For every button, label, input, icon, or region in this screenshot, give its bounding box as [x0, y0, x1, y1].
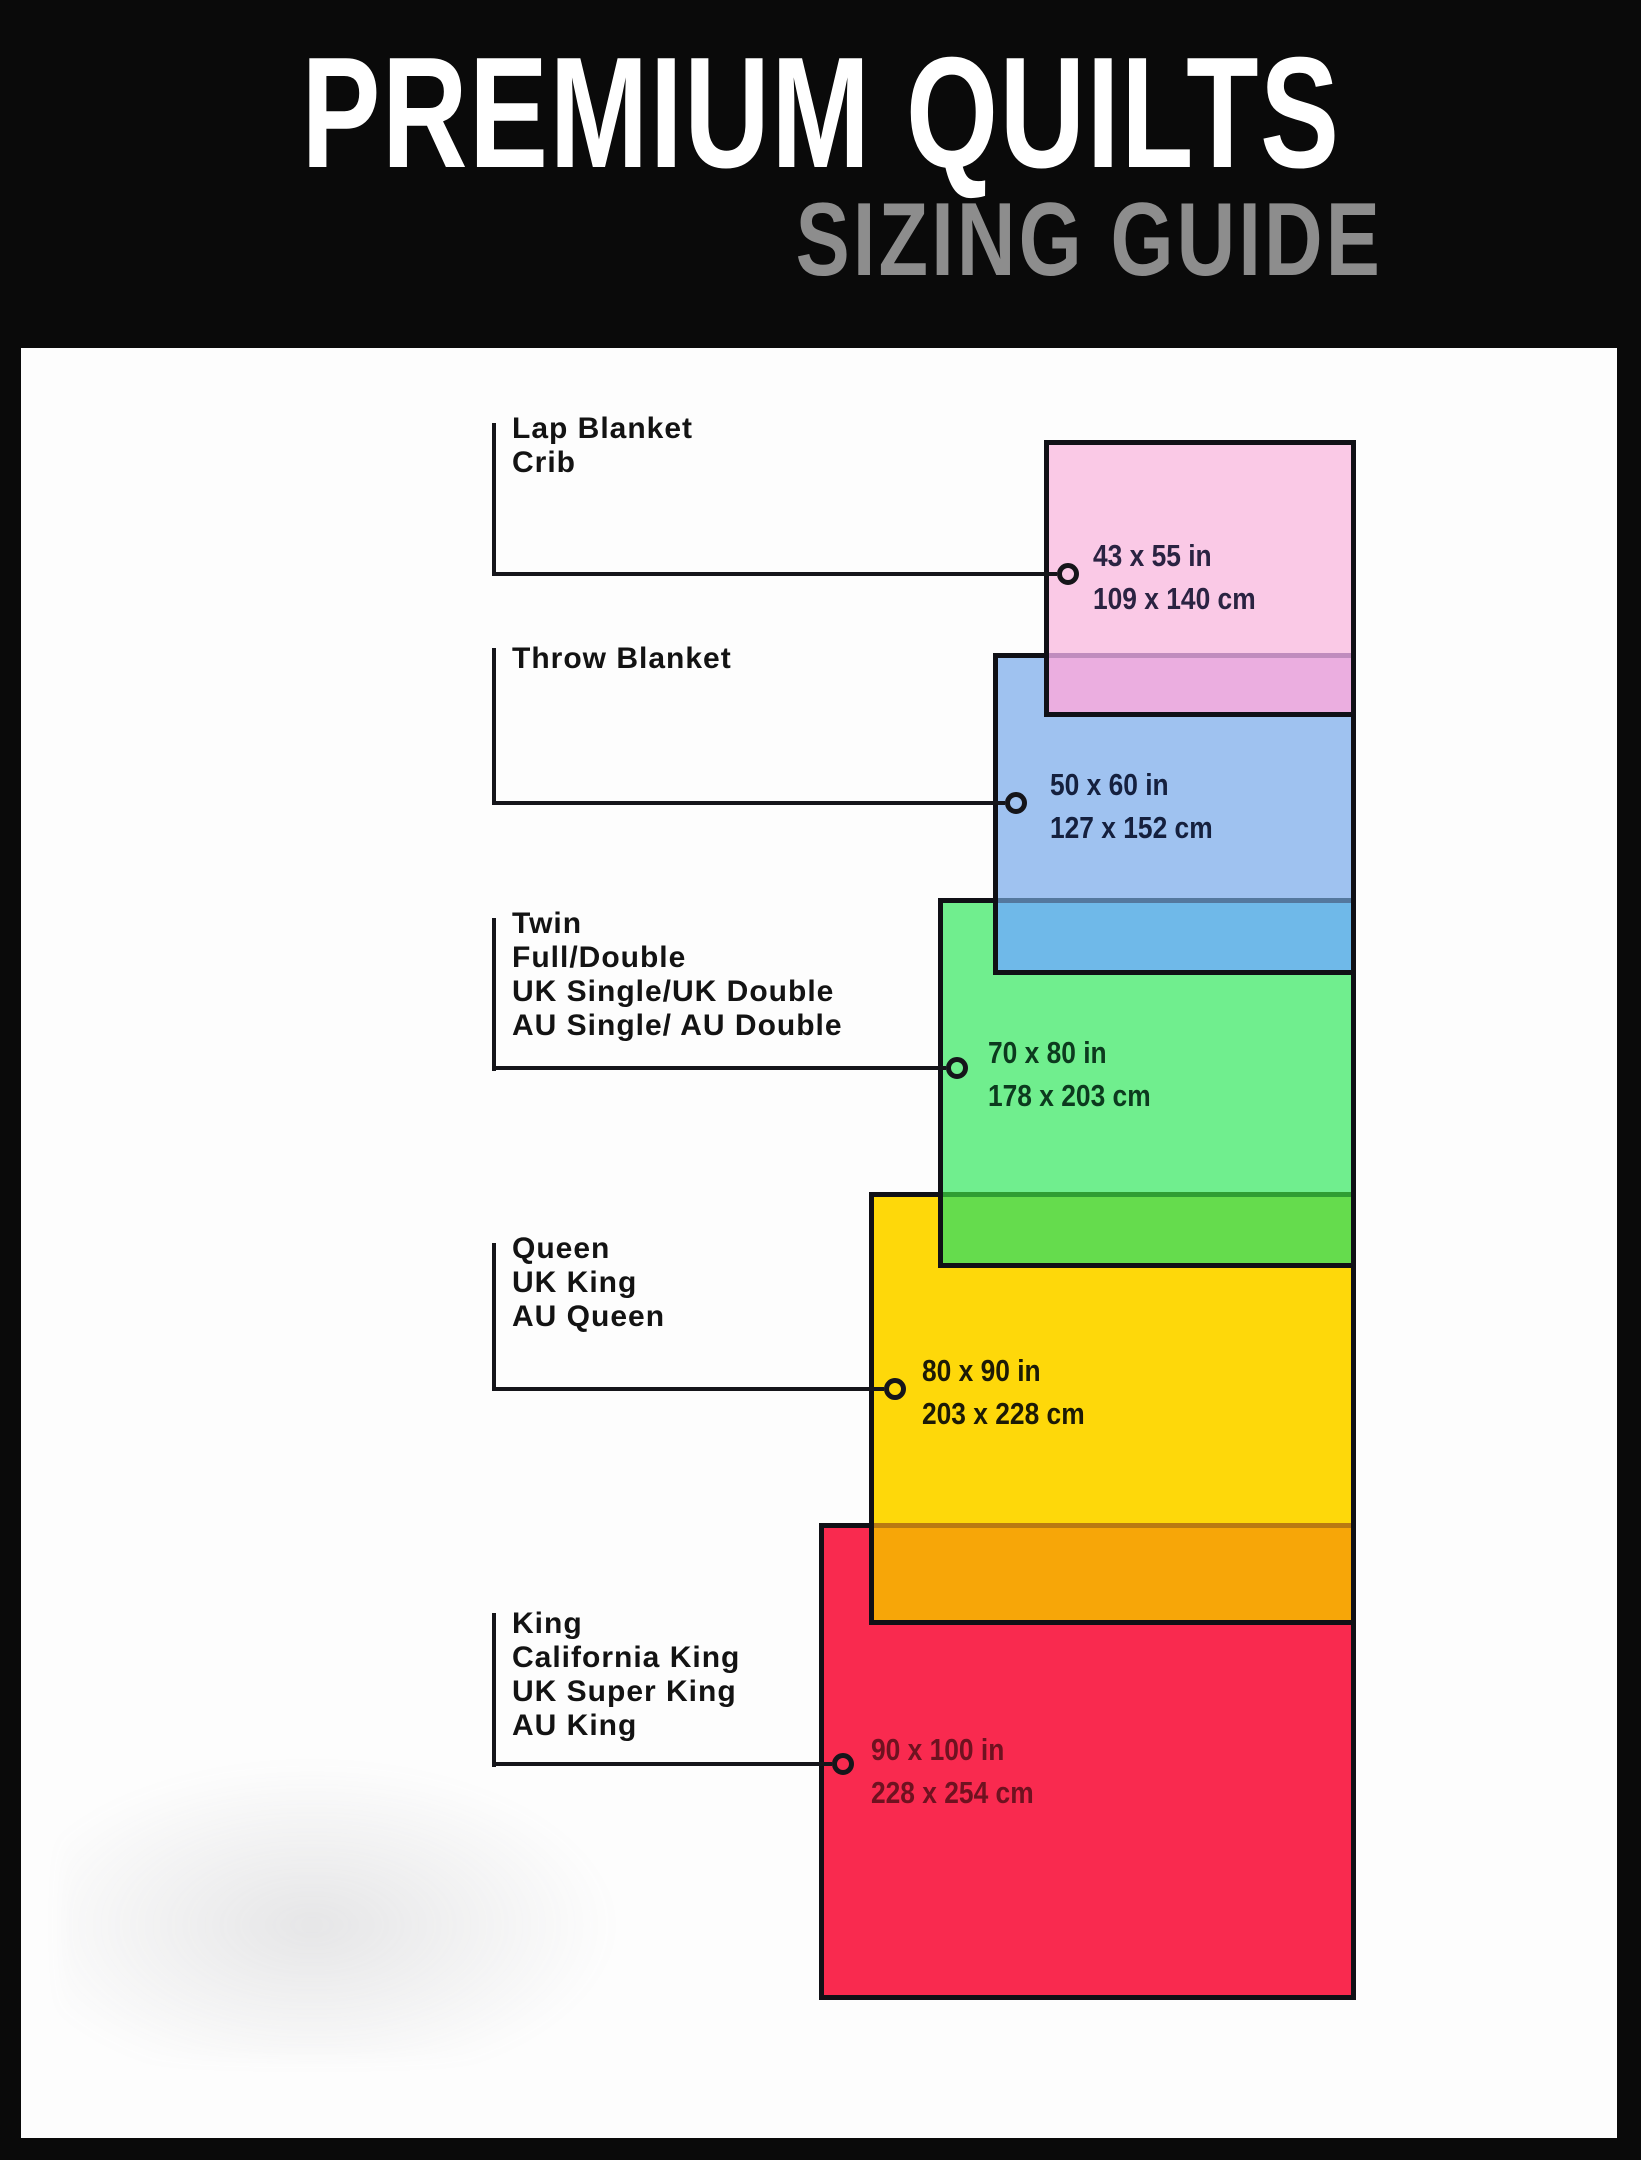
dimension-inches: 80 x 90 in: [922, 1353, 1041, 1388]
connector-dot-twin: [946, 1057, 968, 1079]
size-label-line: UK King: [512, 1266, 638, 1299]
size-label-line: Crib: [512, 446, 576, 479]
connector-dot-queen: [884, 1378, 906, 1400]
size-label-line: Lap Blanket: [512, 412, 694, 445]
connector-dot-throw: [1005, 792, 1027, 814]
size-dimensions-king: [871, 1728, 1034, 1814]
size-label-line: Queen: [512, 1232, 611, 1265]
connector-vline-twin: [492, 918, 496, 1071]
connector-vline-lap: [492, 423, 496, 576]
dimension-cm: 109 x 140 cm: [1093, 581, 1256, 616]
connector-vline-throw: [492, 648, 496, 805]
size-label-queen: [512, 1232, 665, 1334]
size-label-line: AU Queen: [512, 1300, 666, 1333]
connector-hline-king: [492, 1762, 832, 1766]
overlap-lap-throw: [1049, 653, 1351, 712]
dimension-inches: 70 x 80 in: [988, 1035, 1107, 1070]
size-dimensions-queen: [922, 1349, 1085, 1435]
dimension-cm: 178 x 203 cm: [988, 1078, 1151, 1113]
connector-dot-lap: [1057, 563, 1079, 585]
size-label-line: AU King: [512, 1709, 638, 1742]
dimension-inches: 43 x 55 in: [1093, 538, 1212, 573]
size-dimensions-twin: [988, 1031, 1151, 1117]
connector-dot-king: [832, 1753, 854, 1775]
size-label-lap-crib: [512, 412, 693, 480]
size-label-line: UK Single/UK Double: [512, 975, 835, 1008]
overlap-queen-king: [874, 1523, 1351, 1620]
connector-hline-throw: [492, 801, 1005, 805]
size-label-line: AU Single/ AU Double: [512, 1009, 843, 1042]
size-label-line: California King: [512, 1641, 741, 1674]
size-label-king: [512, 1607, 740, 1743]
size-label-twin: [512, 907, 843, 1043]
size-label-line: UK Super King: [512, 1675, 737, 1708]
connector-hline-queen: [492, 1387, 884, 1391]
size-dimensions-lap-crib: [1093, 534, 1256, 620]
size-label-throw: [512, 642, 732, 676]
connector-hline-twin: [492, 1066, 946, 1070]
connector-vline-queen: [492, 1243, 496, 1391]
dimension-cm: 203 x 228 cm: [922, 1396, 1085, 1431]
size-label-line: Full/Double: [512, 941, 687, 974]
dimension-inches: 90 x 100 in: [871, 1732, 1005, 1767]
size-label-line: Twin: [512, 907, 583, 940]
overlap-throw-twin: [998, 898, 1351, 970]
scan-shadow: [60, 1760, 620, 2060]
size-label-line: Throw Blanket: [512, 642, 732, 675]
poster-subtitle: SIZING GUIDE: [795, 182, 1383, 298]
poster-title: PREMIUM QUILTS: [300, 25, 1341, 201]
overlap-twin-queen: [943, 1192, 1351, 1263]
dimension-inches: 50 x 60 in: [1050, 767, 1169, 802]
connector-vline-king: [492, 1613, 496, 1767]
size-label-line: King: [512, 1607, 583, 1640]
dimension-cm: 127 x 152 cm: [1050, 810, 1213, 845]
connector-hline-lap: [492, 572, 1057, 576]
dimension-cm: 228 x 254 cm: [871, 1775, 1034, 1810]
size-dimensions-throw: [1050, 763, 1213, 849]
